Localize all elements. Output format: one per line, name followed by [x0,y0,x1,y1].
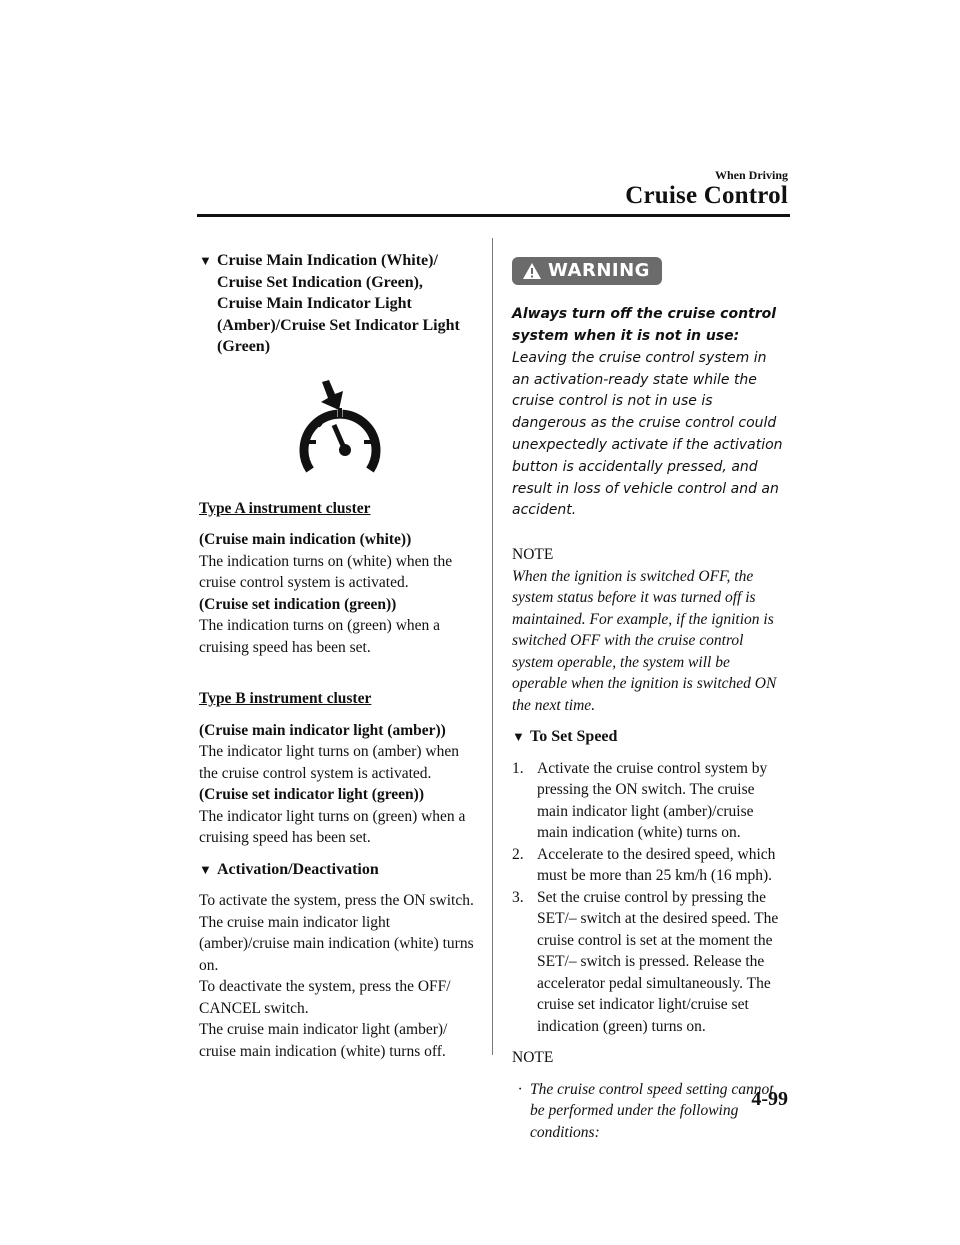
set-speed-title: To Set Speed [530,728,618,746]
step-item [512,758,787,844]
indication-heading [199,250,474,358]
heading-line: Cruise Set Indication (Green), [217,273,423,291]
warning-bold-text: Always turn off the cruise control system when it is not in use: [512,306,777,345]
set-speed-heading [512,726,787,748]
type-a-item1-label: (Cruise main indication (white)) [199,531,412,548]
step-number: 3. [512,888,524,906]
warning-label: WARNING [548,260,650,281]
activation-heading [199,859,474,881]
heading-line: Cruise Main Indicator Light [217,295,412,312]
type-b-title: Type B instrument cluster [199,690,372,707]
step-text: Set the cruise control by pressing the SET/– switch at the desired speed. The cruise control is set at the moment the SET/– switch is pressed. Release the accelerator pedal simultaneously. The cruise set indicator light/cruise set indication (green) turns on. [537,888,779,1035]
type-a-title: Type A instrument cluster [199,499,371,517]
cruise-control-icon [199,380,474,490]
heading-line: Cruise Main Indication (White)/ [217,252,438,269]
heading-line: (Green) [217,338,271,355]
step-number: 2. [512,845,524,863]
activation-text-1: To activate the system, press the ON switch. The cruise main indicator light (amber)/cruise main indication (white) turns on. [199,892,474,974]
step-text: Activate the cruise control system by pressing the ON switch. The cruise main indicator light (amber)/cruise main indication (white) turns on. [537,759,768,842]
type-b-item1-text: The indicator light turns on (amber) when the cruise control system is activated. [199,743,459,782]
note-label: NOTE [512,546,554,564]
cruise-control-speedometer-icon [277,380,397,490]
activation-text-3: The cruise main indicator light (amber)/ cruise main indication (white) turns off. [199,1021,448,1060]
note-label: NOTE [512,1049,554,1067]
left-column [199,250,474,1062]
set-speed-steps [512,758,787,1038]
warning-triangle-icon [522,262,542,280]
note-bullet-text: The cruise control speed setting cannot be performed under the following conditions: [530,1080,774,1141]
type-a-item1-text: The indication turns on (white) when the cruise control system is activated. [199,552,453,591]
activation-text-2: To deactivate the system, press the OFF/ CANCEL switch. [199,978,451,1017]
type-b-item1-label: (Cruise main indicator light (amber)) [199,721,446,739]
activation-title: Activation/Deactivation [217,860,379,878]
right-column [512,250,787,1143]
type-b-item2-label: (Cruise set indicator light (green)) [199,786,424,803]
warning-box [512,304,787,522]
page-number: 4-99 [751,1088,788,1110]
triangle-marker-icon: ▼ [199,253,212,268]
type-a-item2-text: The indication turns on (green) when a cruising speed has been set. [199,617,441,656]
warning-body-text: Leaving the cruise control system in an activation-ready state while the cruise control is not in use is dangerous as the cruise control could unexpectedly activate if the activation button is accidentally pressed, and result in loss of vehicle control and an accident. [512,349,783,519]
type-a-item2-label: (Cruise set indication (green)) [199,595,397,613]
section-label: When Driving [714,168,788,182]
note-bullet [512,1079,787,1144]
type-b-item2-text: The indicator light turns on (green) when a cruising speed has been set. [199,807,466,846]
step-text: Accelerate to the desired speed, which must be more than 25 km/h (16 mph). [537,845,776,885]
note-text: When the ignition is switched OFF, the system status before it was turned off is maintained. For example, if the ignition is switched OFF with the cruise control system operable, the system will be operable when the ignition is switched ON the next time. [512,567,777,714]
column-divider [492,238,493,1055]
step-number: 1. [512,759,524,777]
warning-badge [512,257,662,285]
bullet-dot: · [518,1080,522,1098]
heading-line: (Amber)/Cruise Set Indicator Light [217,316,460,334]
step-item [512,844,787,887]
page-title: Cruise Control [625,182,788,209]
header-rule [197,214,790,217]
triangle-marker-icon: ▼ [199,861,212,877]
step-item [512,887,787,1038]
triangle-marker-icon: ▼ [512,729,525,745]
